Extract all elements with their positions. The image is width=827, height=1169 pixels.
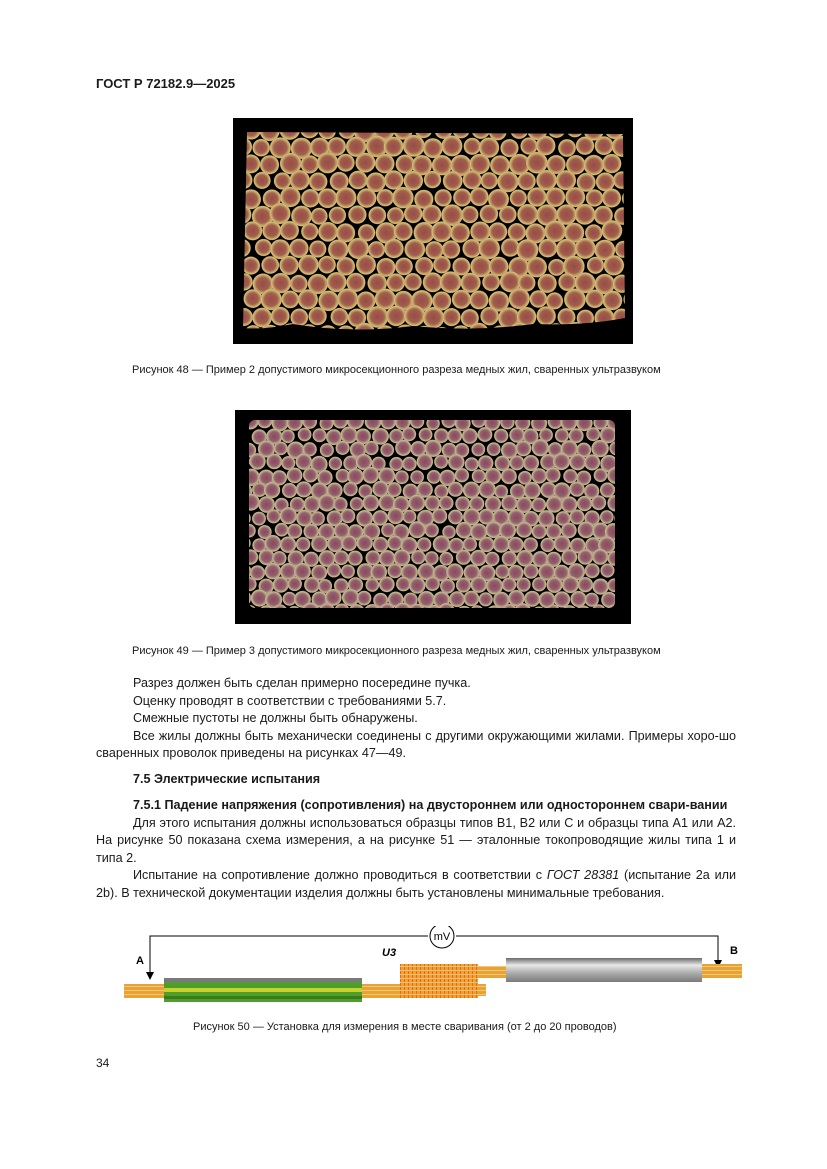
wire-strand (415, 257, 433, 275)
wire-strand (578, 549, 594, 565)
wire-strand (411, 550, 425, 564)
wire-strand (372, 510, 388, 526)
wire-strand (254, 172, 271, 189)
wire-strand (298, 289, 318, 309)
wire-strand (434, 189, 451, 206)
wire-strand (600, 510, 614, 524)
wire-strand (422, 205, 441, 224)
wire-strand (574, 204, 595, 225)
paragraph-section-location: Разрез должен быть сделан примерно посередине пучка. (133, 676, 471, 690)
wire-strand (433, 256, 451, 274)
wire-strand (375, 154, 395, 174)
wire-strand (260, 155, 279, 174)
wire-strand (455, 468, 469, 482)
weld-zone (400, 964, 478, 998)
wire-strand (380, 443, 394, 457)
wire-strand (409, 577, 426, 594)
section-7-5-1-title: 7.5.1 Падение напряжения (сопротивления) на двустороннем или одностороннем свари-вании (133, 798, 728, 812)
wire-strand (404, 239, 425, 260)
wire-strand (409, 521, 426, 538)
wire-strand (532, 439, 549, 456)
wire-strand (296, 481, 312, 497)
wire-strand (327, 563, 341, 577)
wire-strand (317, 152, 338, 173)
wire-strand (320, 443, 334, 457)
wire-strand (508, 537, 524, 553)
figure-50-diagram (120, 926, 750, 1006)
wire-strand (456, 522, 473, 539)
wire-strand (604, 255, 624, 275)
cross-section-image-49 (235, 410, 631, 624)
wire-strand (563, 469, 577, 483)
wire-strand (602, 220, 623, 241)
wire-strand (439, 496, 454, 511)
wire-strand (434, 455, 448, 469)
wire-strand (337, 154, 355, 172)
wire-strand (252, 139, 270, 157)
wire-strand (266, 454, 282, 470)
wire-strand (494, 429, 508, 443)
wire-strand (569, 481, 584, 496)
wire-strand (509, 288, 530, 309)
wire-strand (308, 307, 326, 325)
wire-strand (417, 537, 432, 552)
wire-strand (331, 308, 349, 326)
wire-strand (296, 537, 311, 552)
wire-strand (532, 577, 546, 591)
wire-strand (348, 551, 363, 566)
wire-strand (516, 522, 532, 538)
wire-strand (310, 511, 325, 526)
wire-strand (461, 273, 481, 293)
wire-strand (452, 290, 471, 309)
wire-strand (243, 289, 262, 308)
wire-strand (349, 171, 368, 190)
wire-strand (280, 536, 297, 553)
paragraph-resistance-test (96, 867, 736, 902)
wire-strand (531, 498, 546, 513)
wire-strand (362, 467, 379, 484)
wire-strand (318, 188, 338, 208)
wire-strand (384, 137, 404, 157)
wire-strand (329, 457, 343, 471)
wire-strand (298, 255, 318, 275)
resistance-text-before: Испытание на сопротивление должно проводиться в соответствии с (133, 868, 547, 882)
wire-strand (472, 469, 486, 483)
arrow-a (146, 972, 154, 980)
wire-strand (357, 188, 377, 208)
wire-strand (493, 536, 510, 553)
wire-strand (356, 255, 376, 275)
wire-strand (362, 495, 379, 512)
figure-49-photo (235, 410, 631, 624)
wire-strand (425, 523, 439, 537)
wire-strand (524, 564, 539, 579)
left-exposed-strands (362, 984, 402, 998)
wire-strand (264, 482, 281, 499)
wire-strand (461, 206, 478, 223)
wire-strand (424, 171, 441, 188)
wire-strand (365, 550, 380, 565)
wire-strand (558, 139, 576, 157)
wire-strand (443, 171, 463, 191)
wire-strand (252, 308, 272, 328)
wire-strand (584, 155, 605, 176)
wire-strand (448, 482, 463, 497)
wire-strand (501, 468, 517, 484)
paragraph-test-samples: Для этого испытания должны использоваться образцы типов B1, B2 или C и образцы типа A1 или A2. На рисунке 50 показана схема измерения, а на рисунке 51 — эталонные токопроводящие жилы типа 1 и типа 2. (96, 815, 736, 865)
wire-strand (516, 577, 530, 591)
wire-strand (402, 457, 417, 472)
wire-strand (602, 188, 621, 207)
wire-strand (394, 222, 413, 241)
wire-strand (328, 239, 348, 259)
wire-strand (395, 258, 413, 276)
wire-strand (561, 549, 577, 565)
body-text (96, 675, 736, 763)
wire-strand (463, 170, 482, 189)
right-copper-strands (702, 964, 742, 978)
wire-strand (280, 221, 299, 240)
wire-strand (537, 306, 556, 325)
wire-strand (558, 273, 576, 291)
wire-strand (526, 257, 547, 278)
wire-strand (282, 483, 297, 498)
paragraph-connection: Все жилы должны быть механически соединены с другими окружающими жилами. Примеры хоро-шо сваренных проволок приведены на рисунках 47—49. (96, 728, 736, 760)
wire-strand (373, 537, 389, 553)
wire-strand (304, 577, 320, 593)
wire-strand (453, 188, 471, 206)
wire-strand (602, 154, 621, 173)
wire-strand (364, 441, 378, 455)
wire-strand (395, 470, 409, 484)
wire-strand (548, 259, 565, 276)
section-7-5-title: 7.5 Электрические испытания (133, 772, 321, 786)
wire-strand (577, 496, 592, 511)
wire-strand (402, 510, 416, 524)
label-b: B (730, 945, 738, 957)
wire-strand (538, 274, 557, 293)
wire-strand (355, 153, 375, 173)
wire-strand (587, 257, 604, 274)
wire-strand (442, 240, 460, 258)
wire-strand (562, 576, 579, 593)
wire-strand (523, 482, 540, 499)
wire-strand (600, 563, 614, 577)
wire-strand (334, 550, 349, 565)
wire-strand (337, 288, 358, 309)
wire-strand (471, 443, 485, 457)
wire-strand (586, 189, 603, 206)
wire-strand (287, 468, 303, 484)
wire-strand (565, 187, 585, 207)
wire-strand (515, 440, 531, 456)
wire-strand (540, 538, 555, 553)
wire-strand (431, 221, 452, 242)
paragraph-evaluation: Оценку проводят в соответствии с требованиями 5.7. (133, 693, 447, 708)
wire-strand (387, 563, 402, 578)
wire-strand (387, 535, 402, 550)
wire-strand (592, 549, 608, 565)
wire-strand (350, 497, 364, 511)
wire-strand (273, 577, 289, 593)
wire-strand (463, 537, 477, 551)
wire-strand (471, 576, 488, 593)
wire-strand (271, 307, 290, 326)
wire-strand (477, 427, 492, 442)
wire-strand (441, 135, 462, 156)
wire-strand (517, 204, 538, 225)
wire-strand (463, 482, 480, 499)
wire-strand (433, 535, 451, 553)
wire-strand (509, 455, 524, 470)
wire-strand (425, 576, 440, 591)
wire-strand (318, 256, 336, 274)
wire-strand (575, 238, 596, 259)
wire-strand (603, 291, 623, 311)
wire-strand (303, 467, 318, 482)
wire-strand (311, 535, 328, 552)
wire-strand (485, 552, 500, 567)
wire-strand (531, 468, 547, 484)
wire-strand (470, 550, 486, 566)
wire-strand (464, 138, 481, 155)
wire-strand (479, 537, 495, 553)
wire-strand (318, 222, 338, 242)
wire-strand (501, 495, 517, 511)
wire-strand (527, 187, 546, 206)
wire-strand (261, 256, 279, 274)
wire-strand (408, 495, 425, 512)
wire-strand (329, 207, 346, 224)
wire-strand (586, 290, 605, 309)
wire-strand (517, 172, 535, 190)
wire-strand (532, 524, 547, 539)
wire-strand (465, 457, 479, 471)
wire-strand (448, 454, 465, 471)
wire-strand (298, 428, 312, 442)
wire-strand (341, 535, 357, 551)
wire-strand (419, 428, 433, 442)
wire-strand (396, 577, 411, 592)
wire-strand (578, 521, 595, 538)
meter-label: mV (433, 931, 451, 943)
wire-strand (523, 537, 538, 552)
wire-strand (348, 205, 366, 223)
wire-strand (417, 453, 434, 470)
wire-strand (357, 535, 373, 551)
wire-strand (313, 428, 327, 442)
wire-strand (440, 271, 462, 293)
wire-strand (365, 578, 379, 592)
wire-strand (384, 170, 403, 189)
wire-strand (569, 454, 586, 471)
section-7-5-1 (96, 797, 736, 902)
figure-49-caption: Рисунок 49 — Пример 3 допустимого микросекционного разреза медных жил, сваренных ультразвуком (132, 645, 661, 657)
wire-strand (274, 442, 288, 456)
wire-strand (456, 577, 471, 592)
wire-strand (439, 552, 453, 566)
wire-strand (502, 577, 517, 592)
wire-strand (450, 223, 470, 243)
left-copper-strands (124, 984, 164, 998)
wire-strand (499, 206, 517, 224)
wire-strand (243, 221, 262, 240)
right-insulation (506, 958, 702, 982)
wire-strand (384, 239, 404, 259)
wire-strand (403, 135, 425, 157)
wire-strand (379, 576, 395, 592)
wire-strand (275, 523, 289, 537)
wire-strand (402, 427, 416, 441)
label-a: A (136, 955, 144, 967)
wire-strand (404, 273, 422, 291)
wire-strand (280, 507, 297, 524)
wire-strand (287, 577, 302, 592)
wire-strand (595, 136, 614, 155)
wire-strand (336, 441, 350, 455)
wire-strand (404, 305, 425, 326)
wire-strand (387, 207, 404, 224)
wire-strand (538, 239, 557, 258)
wire-strand (578, 577, 593, 592)
wire-strand (470, 291, 489, 310)
wire-strand (479, 592, 493, 606)
wire-strand (470, 187, 489, 206)
page-number: 34 (96, 1056, 110, 1070)
resistance-text-after: (испытание 2a или 2b). В технической документации изделия должны быть установлены минимальные требования. (96, 868, 736, 900)
wire-strand (502, 551, 517, 566)
wire-strand (576, 137, 594, 155)
figure-48-photo (233, 118, 633, 344)
wire-strand (480, 205, 499, 224)
wire-strand (343, 482, 358, 497)
wire-strand (335, 187, 356, 208)
wire-strand (591, 495, 606, 510)
paragraph-voids: Смежные пустоты не должны быть обнаружены. (133, 711, 418, 725)
wire-strand (584, 454, 600, 470)
wire-strand (267, 509, 281, 523)
wire-strand (404, 205, 423, 224)
wire-strand (262, 221, 281, 240)
wire-strand (546, 187, 566, 207)
wire-strand (553, 453, 570, 470)
wire-strand (281, 429, 295, 443)
wire-strand (242, 257, 260, 275)
wire-strand (309, 240, 326, 257)
label-u3: U3 (382, 947, 397, 959)
wire-strand (570, 591, 586, 607)
document-code: ГОСТ Р 72182.9—2025 (96, 76, 236, 91)
wire-strand (252, 512, 266, 526)
wire-strand (545, 467, 560, 482)
wire-strand (556, 170, 576, 190)
wire-strand (386, 306, 407, 327)
wire-strand (301, 189, 320, 208)
wire-strand (301, 223, 318, 240)
wire-strand (368, 206, 386, 224)
cross-section-image-48 (233, 118, 633, 344)
wire-strand (311, 208, 328, 225)
wire-strand (341, 509, 356, 524)
wire-strand (423, 307, 445, 329)
wire-strand (279, 256, 298, 275)
wire-strand (510, 190, 527, 207)
wire-strand (287, 524, 302, 539)
wire-strand (536, 170, 557, 191)
wire-strand (462, 428, 478, 444)
wire-strand (546, 577, 562, 593)
wire-strand (555, 428, 569, 442)
wire-strand (495, 564, 509, 578)
wire-strand (309, 172, 328, 191)
wire-strand (586, 427, 600, 441)
wire-strand (281, 291, 299, 309)
wire-strand (427, 470, 441, 484)
wire-strand (387, 273, 405, 291)
wire-strand (269, 203, 290, 224)
gost-reference: ГОСТ 28381 (546, 868, 620, 882)
wire-strand (479, 481, 496, 498)
wire-strand (487, 442, 501, 456)
wire-strand (546, 496, 563, 513)
wire-strand (448, 510, 463, 525)
wire-strand (456, 550, 471, 565)
wire-strand (357, 591, 372, 606)
wire-strand (585, 563, 600, 578)
wire-strand (480, 307, 499, 326)
wire-strand (377, 189, 394, 206)
wire-strand (423, 138, 443, 158)
wire-strand (387, 508, 404, 525)
wire-strand (341, 564, 355, 578)
wire-strand (255, 239, 272, 256)
wire-strand (564, 289, 586, 311)
wire-strand (481, 172, 498, 189)
wire-strand (368, 241, 385, 258)
wire-strand (442, 308, 460, 326)
wire-strand (318, 494, 336, 512)
wire-strand (530, 290, 548, 308)
figure-48-caption: Рисунок 48 — Пример 2 допустимого микросекционного разреза медных жил, сваренных ультразвуком (132, 364, 661, 376)
wire-strand (432, 508, 447, 523)
right-exposed-strands-near (478, 966, 506, 978)
wire-strand (249, 453, 266, 470)
wire-strand (464, 591, 480, 607)
figure-50-caption: Рисунок 50 — Установка для измерения в месте сваривания (от 2 до 20 проводов) (193, 1021, 617, 1033)
wire-strand (594, 468, 608, 482)
wire-strand (395, 440, 411, 456)
wire-strand (410, 470, 424, 484)
wire-strand (482, 273, 500, 291)
wire-strand (447, 428, 462, 443)
